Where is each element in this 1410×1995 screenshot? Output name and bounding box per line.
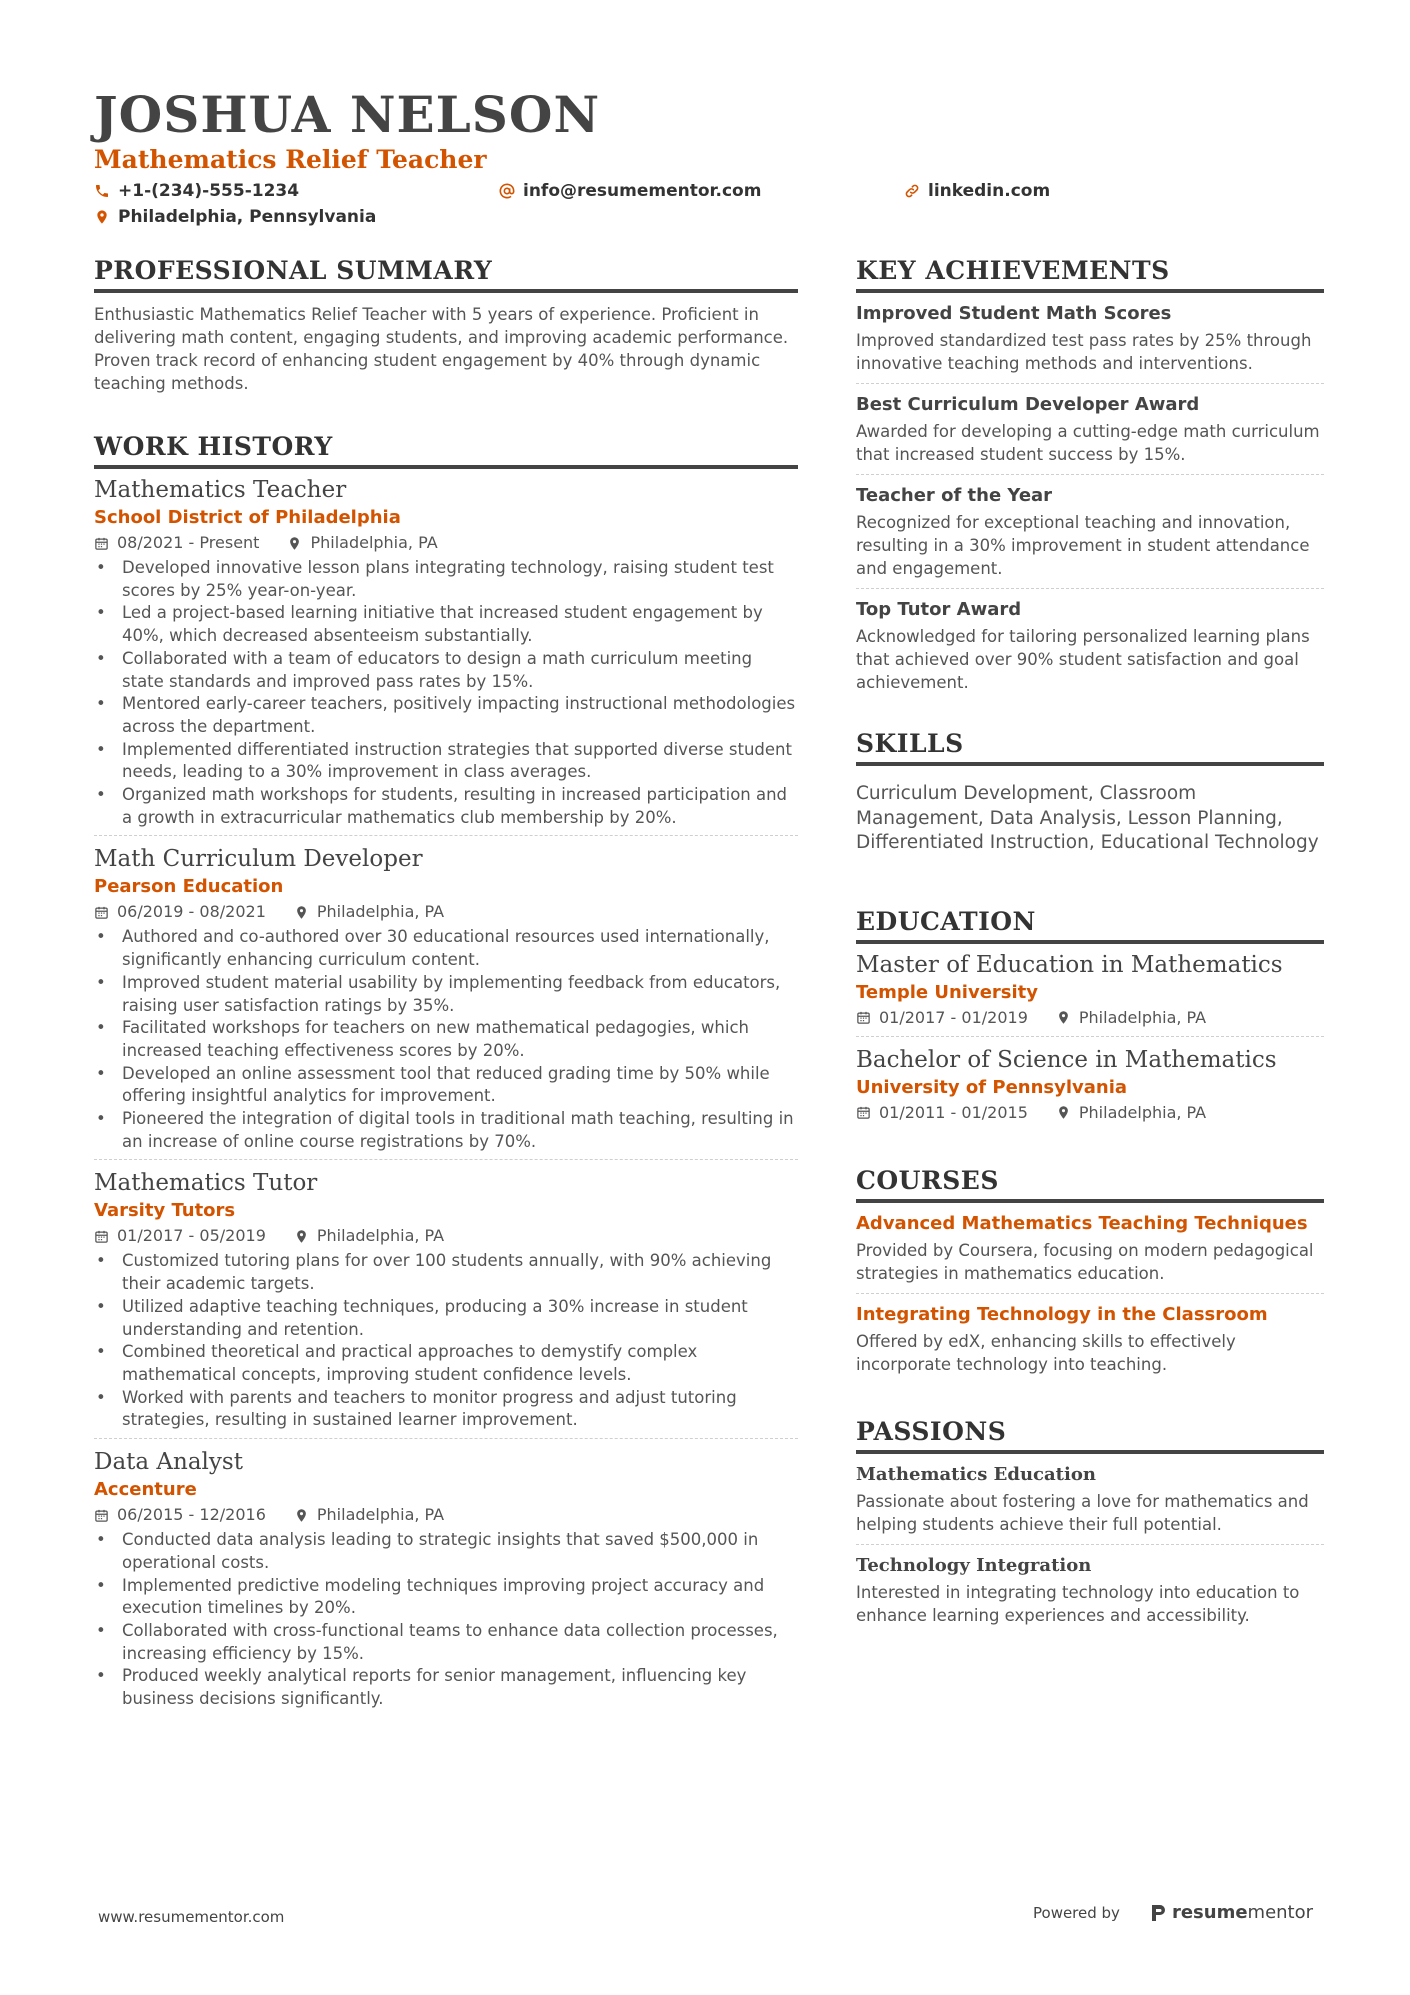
job-title: Mathematics Tutor bbox=[94, 1170, 318, 1197]
bullet-item: • Conducted data analysis leading to strategic insights that saved $500,000 in operational costs. bbox=[94, 1529, 798, 1574]
bullet-item: • Customized tutoring plans for over 100 students annually, with 90% achieving their academic targets. bbox=[94, 1250, 798, 1295]
bullet-item: • Mentored early-career teachers, positively impacting instructional methodologies across the department. bbox=[94, 693, 798, 738]
bullet-item: • Authored and co-authored over 30 educational resources used internationally, significantly enhancing curriculum content. bbox=[94, 926, 798, 971]
bullet-item: • Produced weekly analytical reports for senior management, influencing key business decisions significantly. bbox=[94, 1665, 798, 1710]
degree-title: Bachelor of Science in Mathematics bbox=[856, 1046, 1277, 1073]
candidate-name: JOSHUA NELSON bbox=[94, 85, 601, 144]
job-bullets bbox=[94, 1529, 798, 1711]
location-pin-icon bbox=[294, 1229, 309, 1244]
passion-title: Mathematics Education bbox=[856, 1463, 1096, 1485]
course-item bbox=[856, 1203, 1324, 1294]
work-history-section bbox=[94, 431, 798, 1717]
bullet-item: • Combined theoretical and practical approaches to demystify complex mathematical concepts, improving student confidence levels. bbox=[94, 1341, 798, 1386]
bullet-item: • Implemented predictive modeling techniques improving project accuracy and execution timelines by 20%. bbox=[94, 1575, 798, 1620]
education-item bbox=[856, 1037, 1324, 1125]
footer-website[interactable]: www.resumementor.com bbox=[98, 1908, 285, 1926]
education-section bbox=[856, 906, 1324, 1125]
achievement-item bbox=[856, 384, 1324, 475]
passion-item bbox=[856, 1545, 1324, 1627]
left-column bbox=[94, 255, 798, 1717]
contact-location bbox=[94, 204, 376, 230]
job-location bbox=[294, 900, 444, 924]
brand-bold: resume bbox=[1171, 1902, 1248, 1923]
brand-logo[interactable] bbox=[1150, 1902, 1313, 1923]
company-name: Varsity Tutors bbox=[94, 1200, 236, 1222]
location-pin-icon bbox=[287, 536, 302, 551]
skills-section bbox=[856, 728, 1324, 856]
education-item bbox=[856, 944, 1324, 1037]
bullet-item: • Improved student material usability by implementing feedback from educators, raising user satisfaction ratings by 35%. bbox=[94, 972, 798, 1017]
phone-text: +1-(234)-555-1234 bbox=[118, 181, 300, 201]
course-text: Provided by Coursera, focusing on modern pedagogical strategies in mathematics education. bbox=[856, 1240, 1314, 1283]
achievement-title: Improved Student Math Scores bbox=[856, 303, 1172, 324]
location-text: Philadelphia, PA bbox=[310, 533, 438, 552]
passions-section bbox=[856, 1416, 1324, 1627]
at-icon bbox=[499, 183, 515, 199]
dates-text: 06/2019 - 08/2021 bbox=[117, 902, 266, 922]
achievements-section bbox=[856, 255, 1324, 694]
location-text: Philadelphia, Pennsylvania bbox=[118, 207, 377, 227]
bullet-item: • Collaborated with a team of educators to design a math curriculum meeting state standards and improved pass rates by 15%. bbox=[94, 648, 798, 693]
bullet-item: • Implemented differentiated instruction strategies that supported diverse student needs, leading to a 30% improvement in class averages. bbox=[94, 739, 798, 784]
passion-text: Interested in integrating technology into education to enhance learning experiences and accessibility. bbox=[856, 1582, 1300, 1625]
location-text: Philadelphia, PA bbox=[316, 1226, 445, 1246]
bullet-item: • Facilitated workshops for teachers on new mathematical pedagogies, which increased teaching effectiveness scores by 20%. bbox=[94, 1017, 798, 1062]
right-column bbox=[856, 255, 1324, 1627]
course-text: Offered by edX, enhancing skills to effectively incorporate technology into teaching. bbox=[856, 1331, 1236, 1374]
achievement-item bbox=[856, 293, 1324, 384]
location-pin-icon bbox=[1056, 1105, 1071, 1120]
achievement-title: Top Tutor Award bbox=[856, 599, 1022, 620]
passion-title: Technology Integration bbox=[856, 1554, 1092, 1576]
summary-text: Enthusiastic Mathematics Relief Teacher with 5 years of experience. Proficient in delivering math content, engaging students, and improving academic performance. Proven track record of enhancing student engagement by 40% through dynamic teaching methods. bbox=[94, 305, 789, 393]
course-title: Advanced Mathematics Teaching Techniques bbox=[856, 1212, 1308, 1234]
job-bullets bbox=[94, 1250, 798, 1432]
linkedin-text[interactable]: linkedin.com bbox=[928, 181, 1051, 201]
resume-header bbox=[94, 86, 1324, 230]
courses-heading: COURSES bbox=[856, 1165, 1324, 1203]
achievement-text: Awarded for developing a cutting-edge math curriculum that increased student success by 15%. bbox=[856, 422, 1320, 464]
company-name: Accenture bbox=[94, 1479, 197, 1501]
job-dates bbox=[94, 900, 266, 924]
education-location bbox=[1056, 1101, 1206, 1125]
course-title: Integrating Technology in the Classroom bbox=[856, 1303, 1268, 1325]
bullet-item: • Developed innovative lesson plans integrating technology, raising student test scores by 25% year-on-year. bbox=[94, 557, 798, 602]
company-name: Pearson Education bbox=[94, 876, 284, 898]
job-title: Mathematics Teacher bbox=[94, 477, 347, 503]
job-bullets bbox=[94, 926, 798, 1153]
achievement-text: Recognized for exceptional teaching and innovation, resulting in a 30% improvement in student attendance and engagement. bbox=[856, 513, 1310, 578]
job-entry bbox=[94, 836, 798, 1160]
bullet-item: • Worked with parents and teachers to monitor progress and adjust tutoring strategies, resulting in sustained learner improvement. bbox=[94, 1387, 798, 1432]
dates-text: 01/2011 - 01/2015 bbox=[879, 1102, 1028, 1122]
bullet-item: • Developed an online assessment tool that reduced grading time by 50% while offering insightful analytics for improvement. bbox=[94, 1063, 798, 1108]
job-location bbox=[294, 1224, 444, 1248]
education-location bbox=[1056, 1006, 1206, 1030]
achievements-heading: KEY ACHIEVEMENTS bbox=[856, 255, 1324, 293]
dates-text: 01/2017 - 01/2019 bbox=[879, 1007, 1028, 1027]
achievement-item bbox=[856, 475, 1324, 589]
calendar-icon bbox=[856, 1105, 871, 1120]
contact-email[interactable] bbox=[499, 178, 904, 204]
achievement-text: Improved standardized test pass rates by 25% through innovative teaching methods and interventions. bbox=[856, 331, 1312, 373]
job-entry bbox=[94, 469, 798, 836]
school-name: University of Pennsylvania bbox=[856, 1076, 1128, 1098]
phone-icon bbox=[94, 183, 110, 199]
passions-heading: PASSIONS bbox=[856, 1416, 1324, 1454]
achievement-title: Teacher of the Year bbox=[856, 485, 1053, 506]
job-entry bbox=[94, 1160, 798, 1439]
dates-text: 06/2015 - 12/2016 bbox=[117, 1505, 266, 1525]
education-dates bbox=[856, 1006, 1028, 1030]
bullet-item: • Led a project-based learning initiative that increased student engagement by 40%, which decreased absenteeism substantially. bbox=[94, 602, 798, 647]
course-item bbox=[856, 1294, 1324, 1376]
achievement-item bbox=[856, 589, 1324, 694]
passion-item bbox=[856, 1454, 1324, 1545]
candidate-title: Mathematics Relief Teacher bbox=[94, 145, 487, 174]
calendar-icon bbox=[856, 1010, 871, 1025]
dates-text: 01/2017 - 05/2019 bbox=[117, 1226, 266, 1246]
job-dates bbox=[94, 1503, 266, 1527]
work-history-heading: WORK HISTORY bbox=[94, 431, 798, 469]
brand-light: mentor bbox=[1247, 1902, 1314, 1923]
achievement-title: Best Curriculum Developer Award bbox=[856, 394, 1200, 415]
achievement-text: Acknowledged for tailoring personalized learning plans that achieved over 90% student satisfaction and goal achievement. bbox=[856, 627, 1310, 692]
bullet-item: • Organized math workshops for students, resulting in increased participation and a growth in extracurricular mathematics club membership by 20%. bbox=[94, 784, 798, 829]
location-pin-icon bbox=[294, 1508, 309, 1523]
job-entry bbox=[94, 1439, 798, 1717]
summary-heading: PROFESSIONAL SUMMARY bbox=[94, 255, 798, 293]
calendar-icon bbox=[94, 1229, 109, 1244]
powered-by-label: Powered by bbox=[1033, 1903, 1120, 1922]
summary-section bbox=[94, 255, 798, 395]
contact-phone bbox=[94, 178, 499, 204]
passion-text: Passionate about fostering a love for mathematics and helping students achieve their full potential. bbox=[856, 1491, 1309, 1534]
job-dates bbox=[94, 1224, 266, 1248]
location-pin-icon bbox=[294, 905, 309, 920]
education-heading: EDUCATION bbox=[856, 906, 1324, 944]
bullet-item: • Pioneered the integration of digital tools in traditional math teaching, resulting in an increase of online course registrations by 70%. bbox=[94, 1108, 798, 1153]
job-title: Data Analyst bbox=[94, 1449, 243, 1476]
degree-title: Master of Education in Mathematics bbox=[856, 951, 1283, 978]
skills-heading: SKILLS bbox=[856, 728, 1324, 766]
location-text: Philadelphia, PA bbox=[1078, 1007, 1207, 1027]
footer-powered-by bbox=[1033, 1902, 1313, 1923]
link-icon bbox=[904, 183, 920, 199]
email-text[interactable]: info@resumementor.com bbox=[523, 181, 762, 201]
resumementor-logo-icon bbox=[1150, 1903, 1166, 1923]
bullet-item: • Collaborated with cross-functional teams to enhance data collection processes, increasing efficiency by 15%. bbox=[94, 1620, 798, 1665]
skills-text: Curriculum Development, Classroom Management, Data Analysis, Lesson Planning, Differentiated Instruction, Educational Technology bbox=[856, 783, 1319, 853]
dates-text: 08/2021 - Present bbox=[117, 533, 260, 552]
location-text: Philadelphia, PA bbox=[316, 1505, 445, 1525]
calendar-icon bbox=[94, 536, 109, 551]
job-dates bbox=[94, 531, 259, 555]
calendar-icon bbox=[94, 1508, 109, 1523]
contact-linkedin[interactable] bbox=[904, 178, 1050, 204]
job-title: Math Curriculum Developer bbox=[94, 846, 423, 873]
courses-section bbox=[856, 1165, 1324, 1376]
school-name: Temple University bbox=[856, 981, 1039, 1003]
education-dates bbox=[856, 1101, 1028, 1125]
location-text: Philadelphia, PA bbox=[1078, 1102, 1207, 1122]
bullet-item: • Utilized adaptive teaching techniques, producing a 30% increase in student understanding and retention. bbox=[94, 1296, 798, 1341]
location-pin-icon bbox=[94, 209, 110, 225]
company-name: School District of Philadelphia bbox=[94, 507, 401, 528]
job-location bbox=[287, 531, 437, 555]
job-bullets bbox=[94, 557, 798, 829]
location-pin-icon bbox=[1056, 1010, 1071, 1025]
location-text: Philadelphia, PA bbox=[316, 902, 445, 922]
calendar-icon bbox=[94, 905, 109, 920]
job-location bbox=[294, 1503, 444, 1527]
